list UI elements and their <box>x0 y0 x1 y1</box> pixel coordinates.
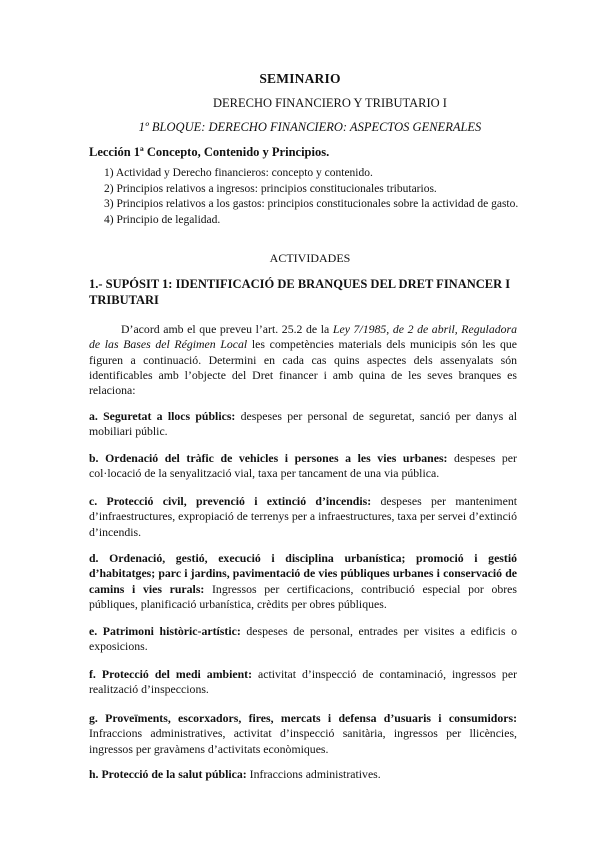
topic-item: 2) Principios relativos a ingresos: principios constitucionales tributarios. <box>104 182 437 195</box>
topic-item: 1) Actividad y Derecho financieros: concepto y contenido. <box>104 167 373 179</box>
topic-list <box>104 166 524 228</box>
item-text: Ingressos per certificacions, contribució especial por obres públiques, planificació urbanística, crèdits per obres públiques. <box>89 581 518 611</box>
item-text: activitat d’inspecció de contaminació, ingressos per realització d’inspeccions. <box>89 667 517 697</box>
item-label: g. Proveïments, escorxadors, fires, mercats i defensa d’usuaris i consumidors: <box>89 711 517 725</box>
case-title: 1.- SUPÓSIT 1: IDENTIFICACIÓ DE BRANQUES DEL DRET FINANCER I TRIBUTARI <box>89 277 511 307</box>
item-a <box>89 409 517 440</box>
item-label: d. Ordenació, gestió, execució i disciplina urbanística; promoció i gestió d’habitatges; parc i jardins, pavimentació de vies públiques urbanes i conservació de camins i vies rurals: <box>89 551 517 596</box>
activities-heading: ACTIVIDADES <box>269 251 351 265</box>
item-text: Infraccions administratives. <box>246 767 381 781</box>
item-label: b. Ordenació del tràfic de vehicles i persones a les vies urbanes: <box>89 451 448 465</box>
item-g <box>89 711 517 757</box>
item-label: c. Protecció civil, prevenció i extinció d’incendis: <box>89 494 372 508</box>
item-f <box>89 667 517 698</box>
intro-paragraph <box>89 322 517 398</box>
item-text: Infraccions administratives, activitat d’inspecció sanitària, ingressos per llicències, ingressos per gravàmens d’activitats econòmiques. <box>89 726 517 756</box>
item-e <box>89 624 517 655</box>
block-title: 1º BLOQUE: DERECHO FINANCIERO: ASPECTOS GENERALES <box>138 120 482 134</box>
item-label: f. Protecció del medi ambient: <box>89 667 253 681</box>
item-d <box>89 551 517 612</box>
item-c <box>89 494 517 540</box>
intro-after: les competències materials dels municipis són les que figuren a continuació. Determini en cada cas quins aspectes dels assenyalats són identificables amb l’objecte del Dret financer i amb quina de les seves branques es relaciona: <box>89 337 517 398</box>
intro-before: D’acord amb el que preveu l’art. 25.2 de la <box>121 322 333 336</box>
topic-item: 3) Principios relativos a los gastos: principios constitucionales sobre la actividad de gasto. <box>104 198 519 210</box>
item-label: e. Patrimoni històric-artístic: <box>89 624 241 638</box>
item-b <box>89 451 517 482</box>
lesson-heading: Lección 1ª Concepto, Contenido y Principios. <box>89 145 330 159</box>
topic-item: 4) Principio de legalidad. <box>104 213 221 226</box>
item-text: despeses per col·locació de la senyalització vial, taxa per tancament de una via pública. <box>89 451 517 481</box>
law-citation: Ley 7/1985, de 2 de abril, Reguladora de las Bases del Régimen Local <box>89 322 517 352</box>
item-text: despeses de personal, entrades per visites a edificis o exposicions. <box>89 624 517 654</box>
item-text: despeses per personal de seguretat, sanció per danys al mobiliari públic. <box>89 409 517 439</box>
item-label: a. Seguretat a llocs públics: <box>89 409 236 423</box>
item-h <box>89 767 517 782</box>
item-text: despeses per manteniment d’infraestructures, expropiació de terrenys per a infraestructures, taxa per servei d’extinció d’incendis. <box>89 494 517 539</box>
item-label: h. Protecció de la salut pública: <box>89 767 247 781</box>
subject-title: DERECHO FINANCIERO Y TRIBUTARIO I <box>213 96 447 110</box>
page-title: SEMINARIO <box>259 71 341 86</box>
